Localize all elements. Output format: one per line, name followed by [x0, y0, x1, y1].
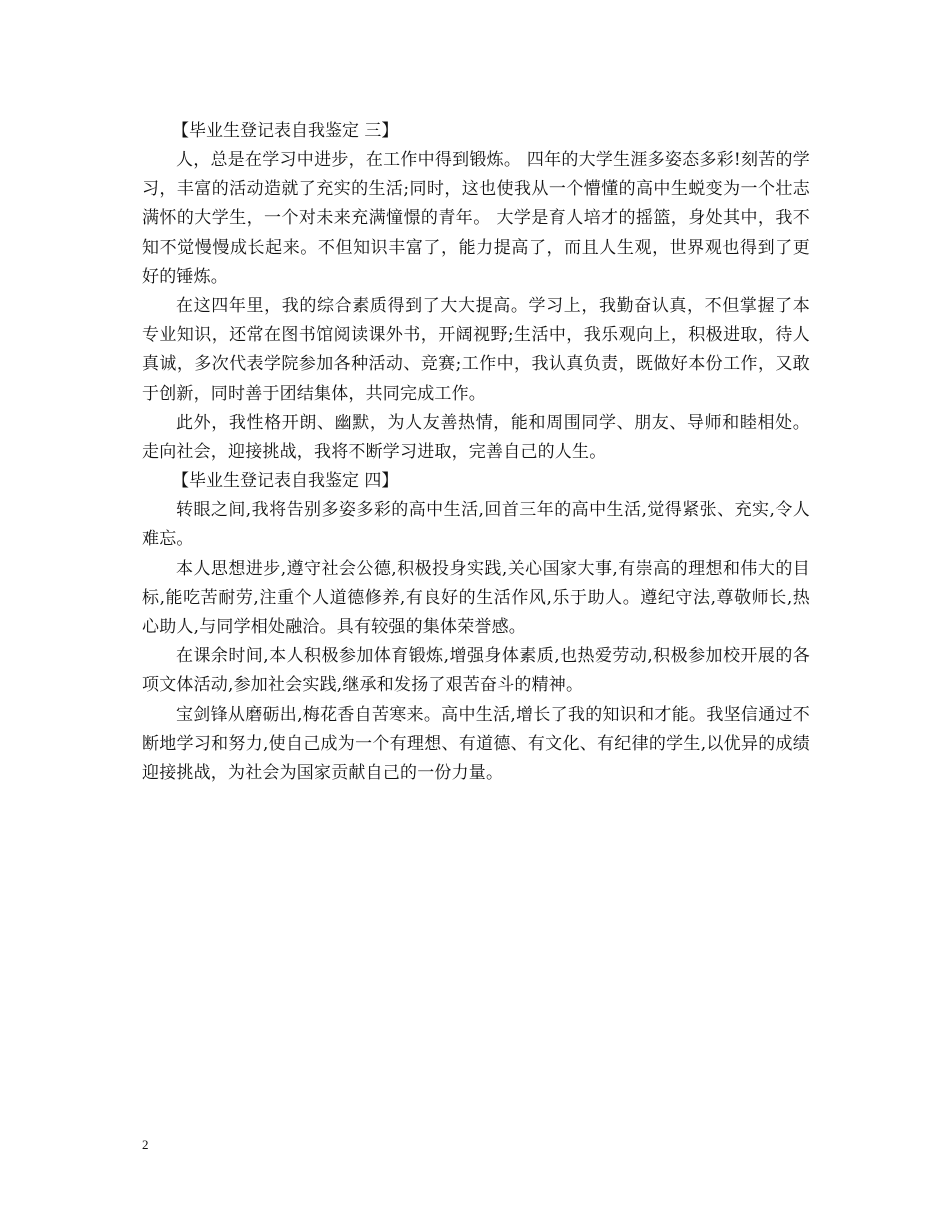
section-heading-3: 【毕业生登记表自我鉴定 三】 — [172, 121, 399, 141]
paragraph: 在这四年里，我的综合素质得到了大大提高。学习上，我勤奋认真，不但掌握了本专业知识，还常在图书馆阅读课外书，开阔视野;生活中，我乐观向上，积极进取，待人真诚，多次代表学院参加各种活动、竞赛;工作中，我认真负责，既做好本份工作，又敢于创新，同时善于团结集体，共同完成工作。 — [142, 296, 810, 404]
paragraph: 人，总是在学习中进步，在工作中得到锻炼。 四年的大学生涯多姿态多彩!刻苦的学习，丰富的活动造就了充实的生活;同时，这也使我从一个懵懂的高中生蜕变为一个壮志满怀的大学生，一个对未来充满憧憬的青年。 大学是育人培才的摇篮，身处其中，我不知不觉慢慢成长起来。不但知识丰富了，能力提高了，而且人生观，世界观也得到了更好的锤炼。 — [142, 150, 810, 287]
paragraph: 在课余时间,本人积极参加体育锻炼,增强身体素质,也热爱劳动,积极参加校开展的各项文体活动,参加社会实践,继承和发扬了艰苦奋斗的精神。 — [142, 646, 810, 696]
document-body — [142, 117, 810, 788]
section-heading-4: 【毕业生登记表自我鉴定 四】 — [172, 471, 399, 492]
paragraph: 宝剑锋从磨砺出,梅花香自苦寒来。高中生活,增长了我的知识和才能。我坚信通过不断地学习和努力,使自己成为一个有理想、有道德、有文化、有纪律的学生,以优异的成绩迎接挑战，为社会为国家贡献自己的一份力量。 — [142, 704, 810, 784]
paragraph: 此外，我性格开朗、幽默，为人友善热情，能和周围同学、朋友、导师和睦相处。走向社会，迎接挑战，我将不断学习进取，完善自己的人生。 — [142, 412, 810, 463]
page-number: 2 — [142, 1137, 149, 1152]
paragraph: 本人思想进步,遵守社会公德,积极投身实践,关心国家大事,有崇高的理想和伟大的目标,能吃苦耐劳,注重个人道德修养,有良好的生活作风,乐于助人。遵纪守法,尊敬师长,热心助人,与同学相处融洽。具有较强的集体荣誉感。 — [142, 558, 810, 638]
paragraph: 转眼之间,我将告别多姿多彩的高中生活,回首三年的高中生活,觉得紧张、充实,令人难忘。 — [142, 500, 810, 550]
